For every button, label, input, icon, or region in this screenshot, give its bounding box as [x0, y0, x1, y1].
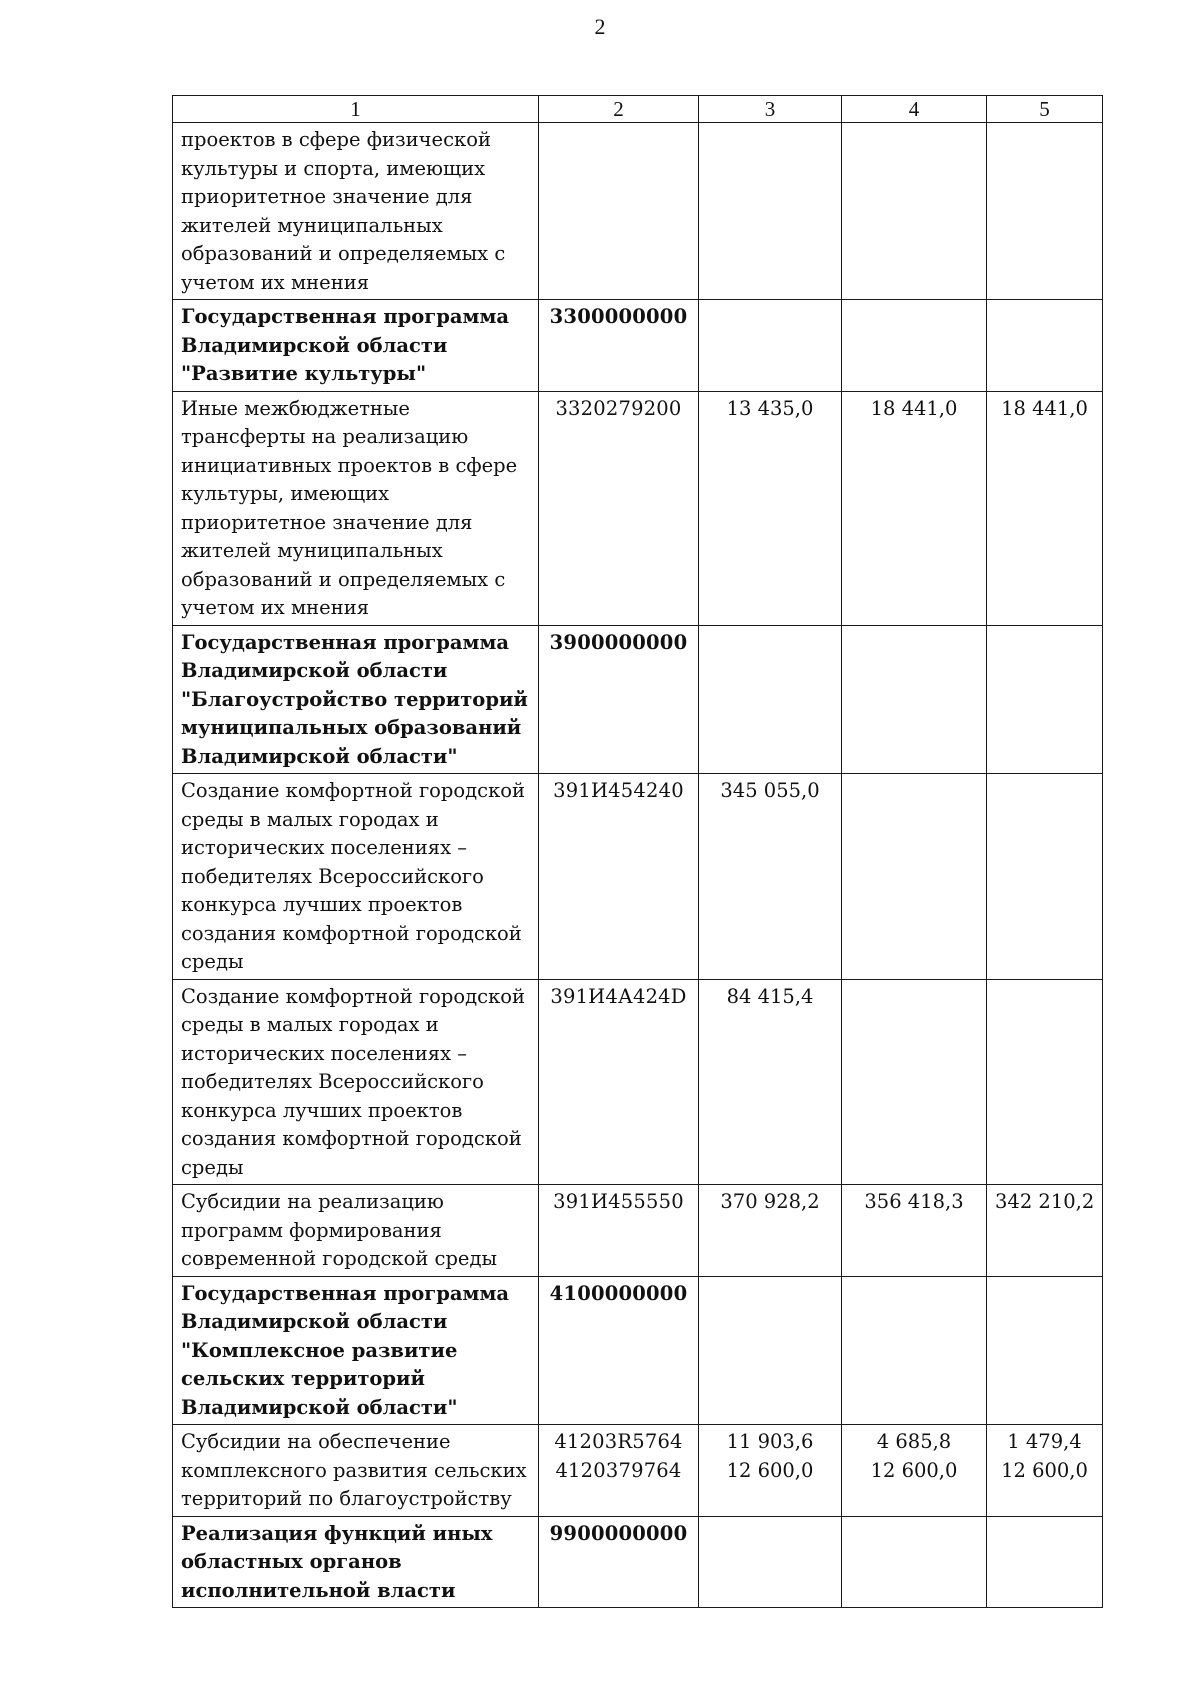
- table-row: [173, 391, 1103, 625]
- row-value-4: 356 418,3: [842, 1185, 987, 1277]
- row-value-3: 11 903,6: [726, 1430, 814, 1453]
- row-value-4: [842, 625, 987, 774]
- row-value-5: 1 479,4: [1007, 1430, 1082, 1453]
- row-value-4: [842, 1276, 987, 1425]
- table-row-program: [173, 1276, 1103, 1425]
- row-code: 4100000000: [539, 1276, 699, 1425]
- column-header-1: 1: [173, 96, 539, 123]
- column-header-3: 3: [699, 96, 842, 123]
- row-value-5: [987, 123, 1103, 300]
- table-row: [173, 1425, 1103, 1517]
- row-value-4: [842, 774, 987, 980]
- row-value-3: 13 435,0: [699, 391, 842, 625]
- row-value-3: 84 415,4: [699, 979, 842, 1185]
- row-name: Создание комфортной городской среды в малых городах и исторических поселениях – победителях Всероссийского конкурса лучших проектов создания комфортной городской среды: [173, 774, 539, 980]
- row-name: Создание комфортной городской среды в малых городах и исторических поселениях – победителях Всероссийского конкурса лучших проектов создания комфортной городской среды: [173, 979, 539, 1185]
- column-header-4: 4: [842, 96, 987, 123]
- row-name: Иные межбюджетные трансферты на реализацию инициативных проектов в сфере культуры, имеющих приоритетное значение для жителей муниципальных образований и определяемых с учетом их мнения: [173, 391, 539, 625]
- table-row: [173, 123, 1103, 300]
- row-value-3: [699, 123, 842, 300]
- row-value-4: 18 441,0: [842, 391, 987, 625]
- row-value-3: 345 055,0: [699, 774, 842, 980]
- row-code-cell: [539, 1425, 699, 1517]
- table-row: [173, 774, 1103, 980]
- row-code: 3320279200: [539, 391, 699, 625]
- budget-table: [172, 95, 1103, 1608]
- page-number: 2: [594, 14, 606, 39]
- row-value-5: [987, 1276, 1103, 1425]
- row-value-5: [987, 1516, 1103, 1608]
- table-row-program: [173, 1516, 1103, 1608]
- row-code: 9900000000: [539, 1516, 699, 1608]
- row-value-5-cell: [987, 1425, 1103, 1517]
- header-row: [173, 96, 1103, 123]
- row-name: Субсидии на обеспечение комплексного развития сельских территорий по благоустройству: [173, 1425, 539, 1517]
- row-code: 41203R5764: [554, 1430, 683, 1453]
- column-header-5: 5: [987, 96, 1103, 123]
- row-value-3-cell: [699, 1425, 842, 1517]
- table-row: [173, 1185, 1103, 1277]
- row-value-5-secondary: 12 600,0: [1001, 1458, 1088, 1482]
- row-value-4: [842, 979, 987, 1185]
- row-code: 391И454240: [539, 774, 699, 980]
- row-value-5: 18 441,0: [987, 391, 1103, 625]
- row-code-secondary: 4120379764: [555, 1458, 682, 1482]
- row-value-5: [987, 625, 1103, 774]
- row-value-4-cell: [842, 1425, 987, 1517]
- column-header-2: 2: [539, 96, 699, 123]
- row-value-4: 4 685,8: [876, 1430, 952, 1453]
- table-row-program: [173, 625, 1103, 774]
- row-value-3-secondary: 12 600,0: [726, 1458, 814, 1482]
- row-value-4: [842, 300, 987, 392]
- row-name: Субсидии на реализацию программ формирования современной городской среды: [173, 1185, 539, 1277]
- row-value-5: [987, 300, 1103, 392]
- row-code: 391И455550: [539, 1185, 699, 1277]
- row-value-4: [842, 1516, 987, 1608]
- row-value-5: [987, 979, 1103, 1185]
- row-code: 391И4А424D: [539, 979, 699, 1185]
- row-code: [539, 123, 699, 300]
- row-name: Государственная программа Владимирской области "Благоустройство территорий муниципальных образований Владимирской области": [173, 625, 539, 774]
- table-row-program: [173, 300, 1103, 392]
- row-name: Реализация функций иных областных органов исполнительной власти: [173, 1516, 539, 1608]
- row-value-3: 370 928,2: [699, 1185, 842, 1277]
- row-value-3: [699, 1516, 842, 1608]
- row-value-3: [699, 300, 842, 392]
- row-value-3: [699, 625, 842, 774]
- row-value-4-secondary: 12 600,0: [870, 1458, 958, 1482]
- row-name: проектов в сфере физической культуры и спорта, имеющих приоритетное значение для жителей муниципальных образований и определяемых с учетом их мнения: [173, 123, 539, 300]
- row-value-5: 342 210,2: [987, 1185, 1103, 1277]
- row-code: 3900000000: [539, 625, 699, 774]
- row-value-3: [699, 1276, 842, 1425]
- row-code: 3300000000: [539, 300, 699, 392]
- row-value-4: [842, 123, 987, 300]
- table-row: [173, 979, 1103, 1185]
- row-value-5: [987, 774, 1103, 980]
- row-name: Государственная программа Владимирской области "Комплексное развитие сельских территорий Владимирской области": [173, 1276, 539, 1425]
- row-name: Государственная программа Владимирской области "Развитие культуры": [173, 300, 539, 392]
